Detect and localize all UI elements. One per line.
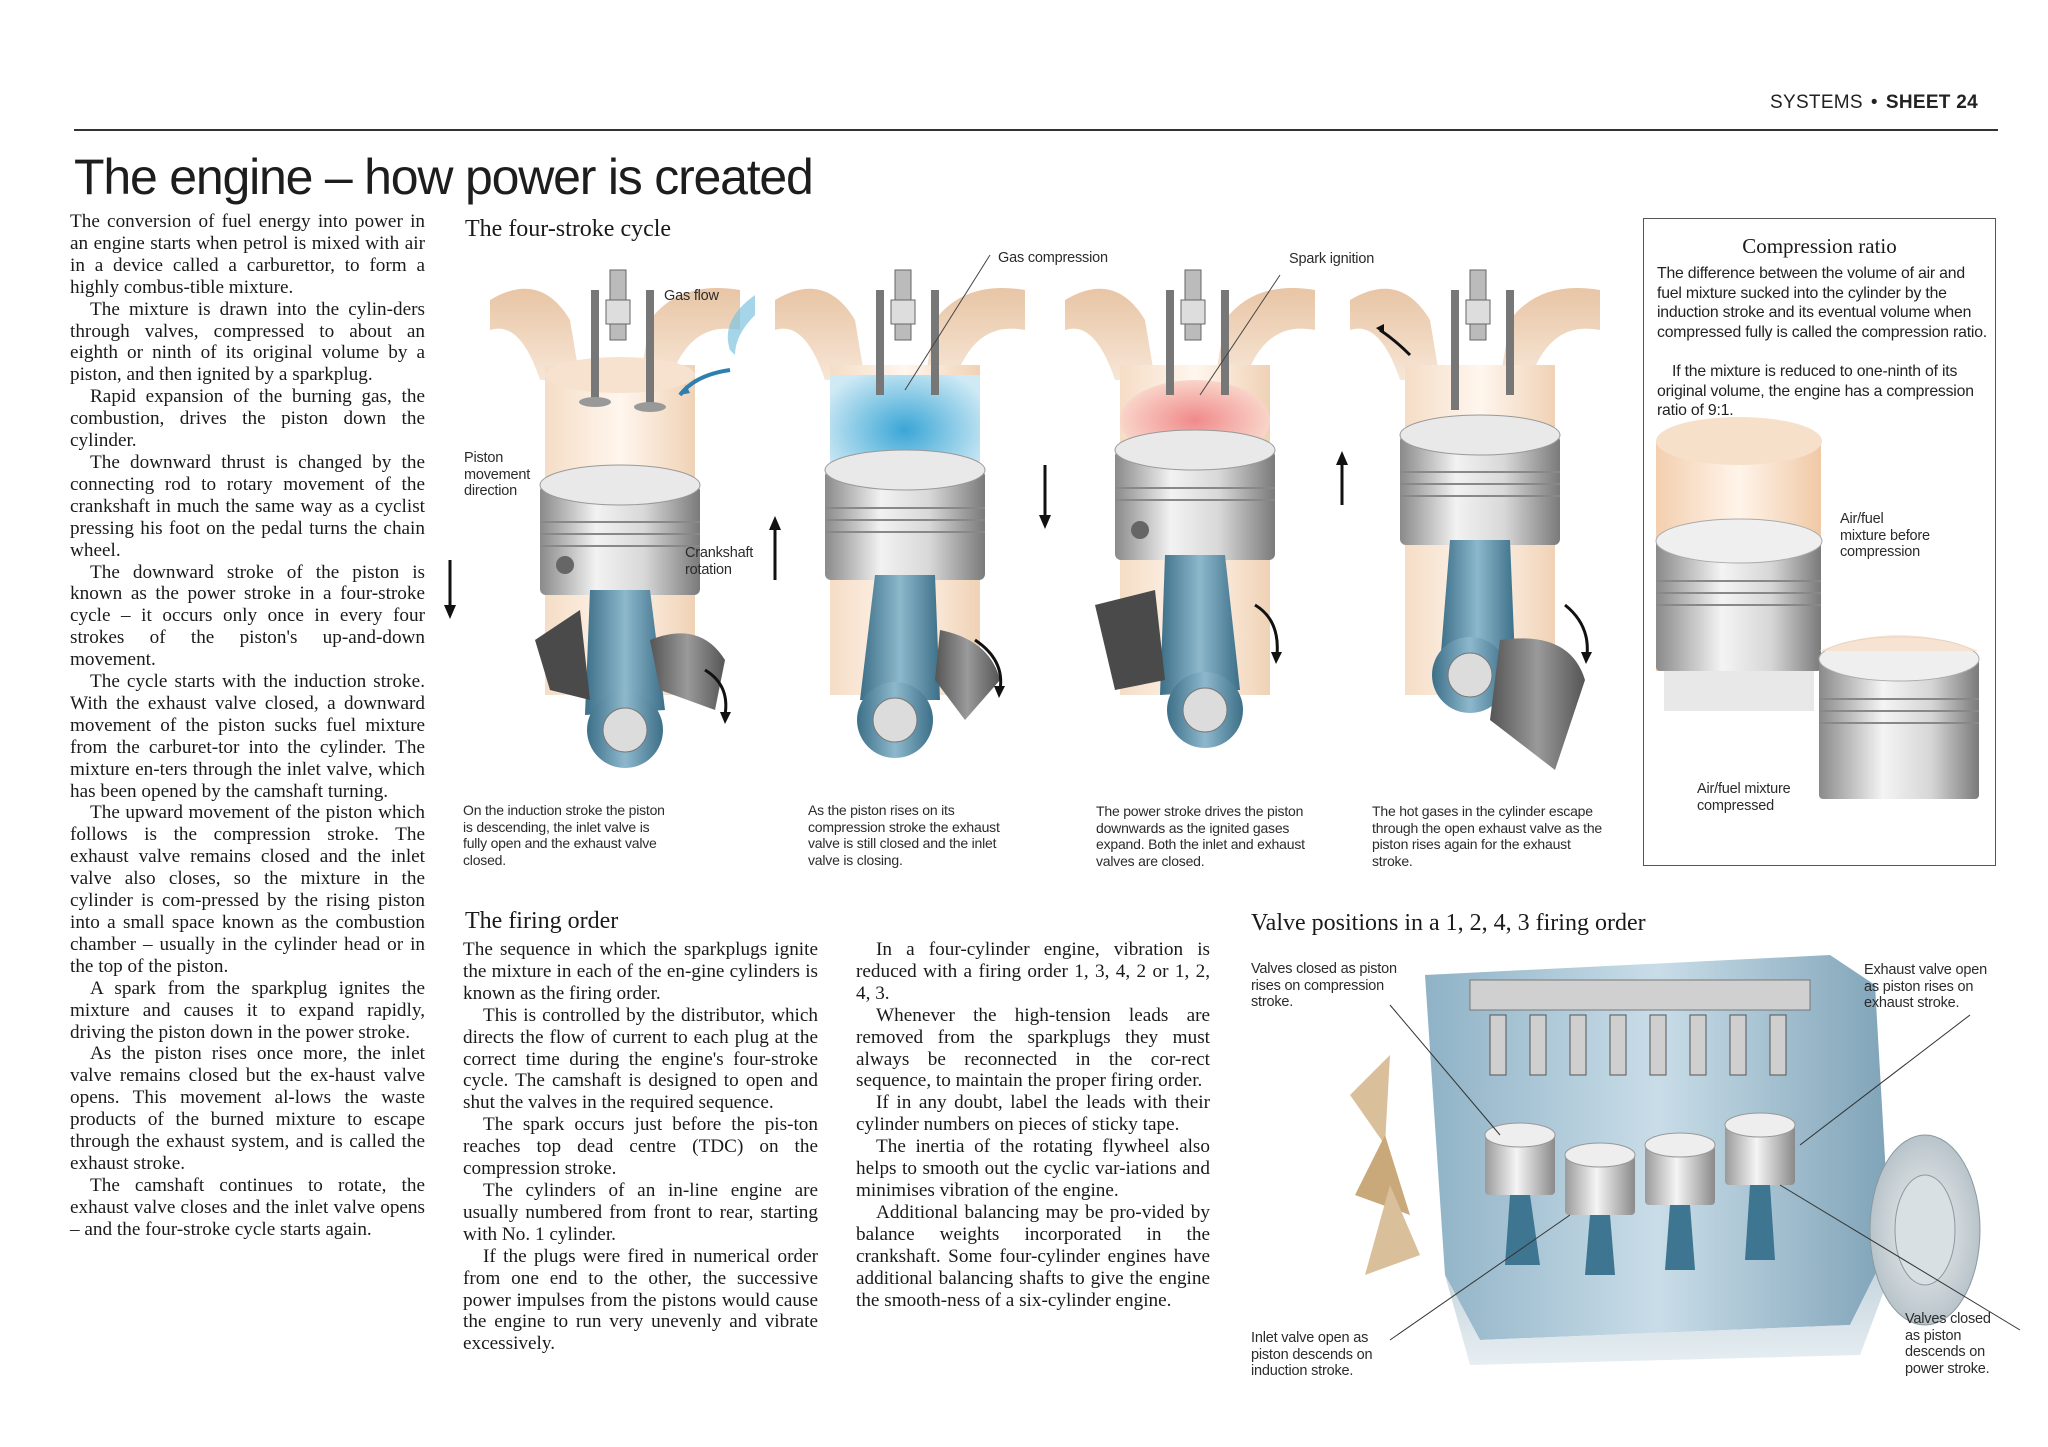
paragraph: Additional balancing may be pro-vided by balance weights incorporated in the crankshaft. Some four-cylinder engines have additional balancing shafts to give the engine the smooth-ness of a six-cylinder engine. xyxy=(856,1201,1210,1311)
paragraph: The inertia of the rotating flywheel also helps to smooth out the cyclic var-iations and minimises vibration of the engine. xyxy=(856,1136,1210,1201)
paragraph: The downward thrust is changed by the connecting rod to rotary movement of the crankshaft in much the same way as a cyclist pressing his foot on the pedal turns the chain wheel. xyxy=(70,451,425,561)
firing-order-heading: The firing order xyxy=(465,908,619,934)
induction-stroke-diagram xyxy=(444,270,755,768)
compression-caption: As the piston rises on its compression stroke the exhaust valve is still closed and the inlet valve is closing. xyxy=(808,802,1000,868)
compression-ratio-example: If the mixture is reduced to one-ninth of its original volume, the engine has a compression ratio of 9:1. xyxy=(1657,363,1974,420)
valve-label-bottom-right: Valves closed as piston descends on power stroke. xyxy=(1905,1311,1991,1377)
paragraph: The cylinders of an in-line engine are usually numbered from front to rear, starting with No. 1 cylinder. xyxy=(463,1179,818,1245)
paragraph: A spark from the sparkplug ignites the mixture and causes it to expand rapidly, driving the piston down in the power stroke. xyxy=(70,977,425,1043)
before-compression-label: Air/fuel mixture before compression xyxy=(1840,511,1930,560)
paragraph: The cycle starts with the induction stroke. With the exhaust valve closed, a downward movement of the piston sucks fuel mixture from the carburet-tor into the cylinder. The mixture en-ters through the inlet valve, which has been opened by the camshaft turning. xyxy=(70,671,425,802)
power-stroke-diagram xyxy=(1039,270,1315,748)
paragraph: Whenever the high-tension leads are removed from the sparkplugs they must always be reconnected in the cor-rect sequence, to maintain the proper firing order. xyxy=(856,1004,1210,1092)
compression-ratio-title: Compression ratio xyxy=(1742,234,1897,258)
paragraph: The conversion of fuel energy into power in an engine starts when petrol is mixed with air in a device called a carburettor, to form a highly combus-tible mixture. xyxy=(70,211,425,298)
paragraph: The downward stroke of the piston is known as the power stroke in a four-stroke cycle – it occurs only once in every four strokes of the piston's up-and-down movement. xyxy=(70,561,425,671)
paragraph: The spark occurs just before the pis-ton reaches top dead centre (TDC) on the compression stroke. xyxy=(463,1114,818,1180)
four-stroke-heading: The four-stroke cycle xyxy=(465,216,672,242)
gas-compression-label: Gas compression xyxy=(998,250,1108,266)
compressed-label: Air/fuel mixture compressed xyxy=(1697,781,1791,814)
paragraph: The sequence in which the sparkplugs ignite the mixture in each of the en-gine cylinders is known as the firing order. xyxy=(463,939,818,1004)
firing-order-column-1 xyxy=(463,939,818,1355)
paragraph: The mixture is drawn into the cylin-ders through valves, compressed to about an eighth or ninth of its original volume by a piston, and then ignited by a sparkplug. xyxy=(70,298,425,386)
exhaust-caption: The hot gases in the cylinder escape through the open exhaust valve as the piston rises again for the exhaust stroke. xyxy=(1372,803,1602,869)
paragraph: This is controlled by the distributor, which directs the flow of current to each plug at the correct time during the engine's four-stroke cycle. The camshaft is designed to open and shut the valves in the required sequence. xyxy=(463,1004,818,1114)
running-head xyxy=(1770,92,1978,114)
gas-flow-label: Gas flow xyxy=(664,288,719,304)
induction-caption: On the induction stroke the piston is descending, the inlet valve is fully open and the exhaust valve closed. xyxy=(463,802,665,868)
piston-movement-label: Piston movement direction xyxy=(464,450,531,499)
section-label: SYSTEMS xyxy=(1770,92,1863,113)
paragraph: As the piston rises once more, the inlet valve remains closed but the ex-haust valve opens. This movement al-lows the waste products of the burned mixture to escape through the exhaust system, and is called the exhaust stroke. xyxy=(70,1043,425,1174)
intro-text-column xyxy=(70,211,425,1241)
sheet-number: SHEET 24 xyxy=(1885,92,1979,113)
paragraph: Rapid expansion of the burning gas, the combustion, drives the piston down the cylinder. xyxy=(70,386,425,452)
four-stroke-illustration xyxy=(460,240,1630,800)
valve-positions-heading: Valve positions in a 1, 2, 4, 3 firing order xyxy=(1251,910,1646,936)
compression-stroke-diagram xyxy=(769,255,1025,758)
valve-label-bottom-left: Inlet valve open as piston descends on induction stroke. xyxy=(1251,1330,1373,1379)
header-rule xyxy=(74,129,1998,131)
power-caption: The power stroke drives the piston downwards as the ignited gases expand. Both the inlet and exhaust valves are closed. xyxy=(1096,803,1305,869)
header-separator: • xyxy=(1870,92,1878,113)
firing-order-column-2 xyxy=(856,939,1210,1311)
paragraph: If the plugs were fired in numerical order from one end to the other, the successive power impulses from the pistons would cause the engine to run very unevenly and vibrate excessively. xyxy=(463,1245,818,1355)
valve-label-top-left: Valves closed as piston rises on compression stroke. xyxy=(1251,961,1397,1010)
compression-ratio-text: The difference between the volume of air and fuel mixture sucked into the cylinder by the induction stroke and its eventual volume when compressed fully is called the compression ratio. xyxy=(1657,265,1987,341)
spark-ignition-label: Spark ignition xyxy=(1289,251,1375,267)
paragraph: In a four-cylinder engine, vibration is reduced with a firing order 1, 3, 4, 2 or 1, 2, 4, 3. xyxy=(856,939,1210,1004)
paragraph: The upward movement of the piston which follows is the compression stroke. The exhaust valve remains closed and the inlet valve also closes, so the mixture in the cylinder is com-pressed by the rising piston into a small space known as the combustion chamber – usually in the cylinder head or in the top of the piston. xyxy=(70,802,425,977)
crankshaft-rotation-label: Crankshaft rotation xyxy=(685,545,754,578)
valve-label-top-right: Exhaust valve open as piston rises on exhaust stroke. xyxy=(1864,962,1987,1011)
paragraph: The camshaft continues to rotate, the exhaust valve closes and the inlet valve opens – and the four-stroke cycle starts again. xyxy=(70,1174,425,1240)
exhaust-stroke-diagram xyxy=(1336,270,1600,770)
page-title: The engine – how power is created xyxy=(74,149,813,205)
paragraph: If in any doubt, label the leads with their cylinder numbers on pieces of sticky tape. xyxy=(856,1092,1210,1136)
compression-illustration xyxy=(1644,219,1997,867)
compression-ratio-box xyxy=(1643,218,1996,866)
